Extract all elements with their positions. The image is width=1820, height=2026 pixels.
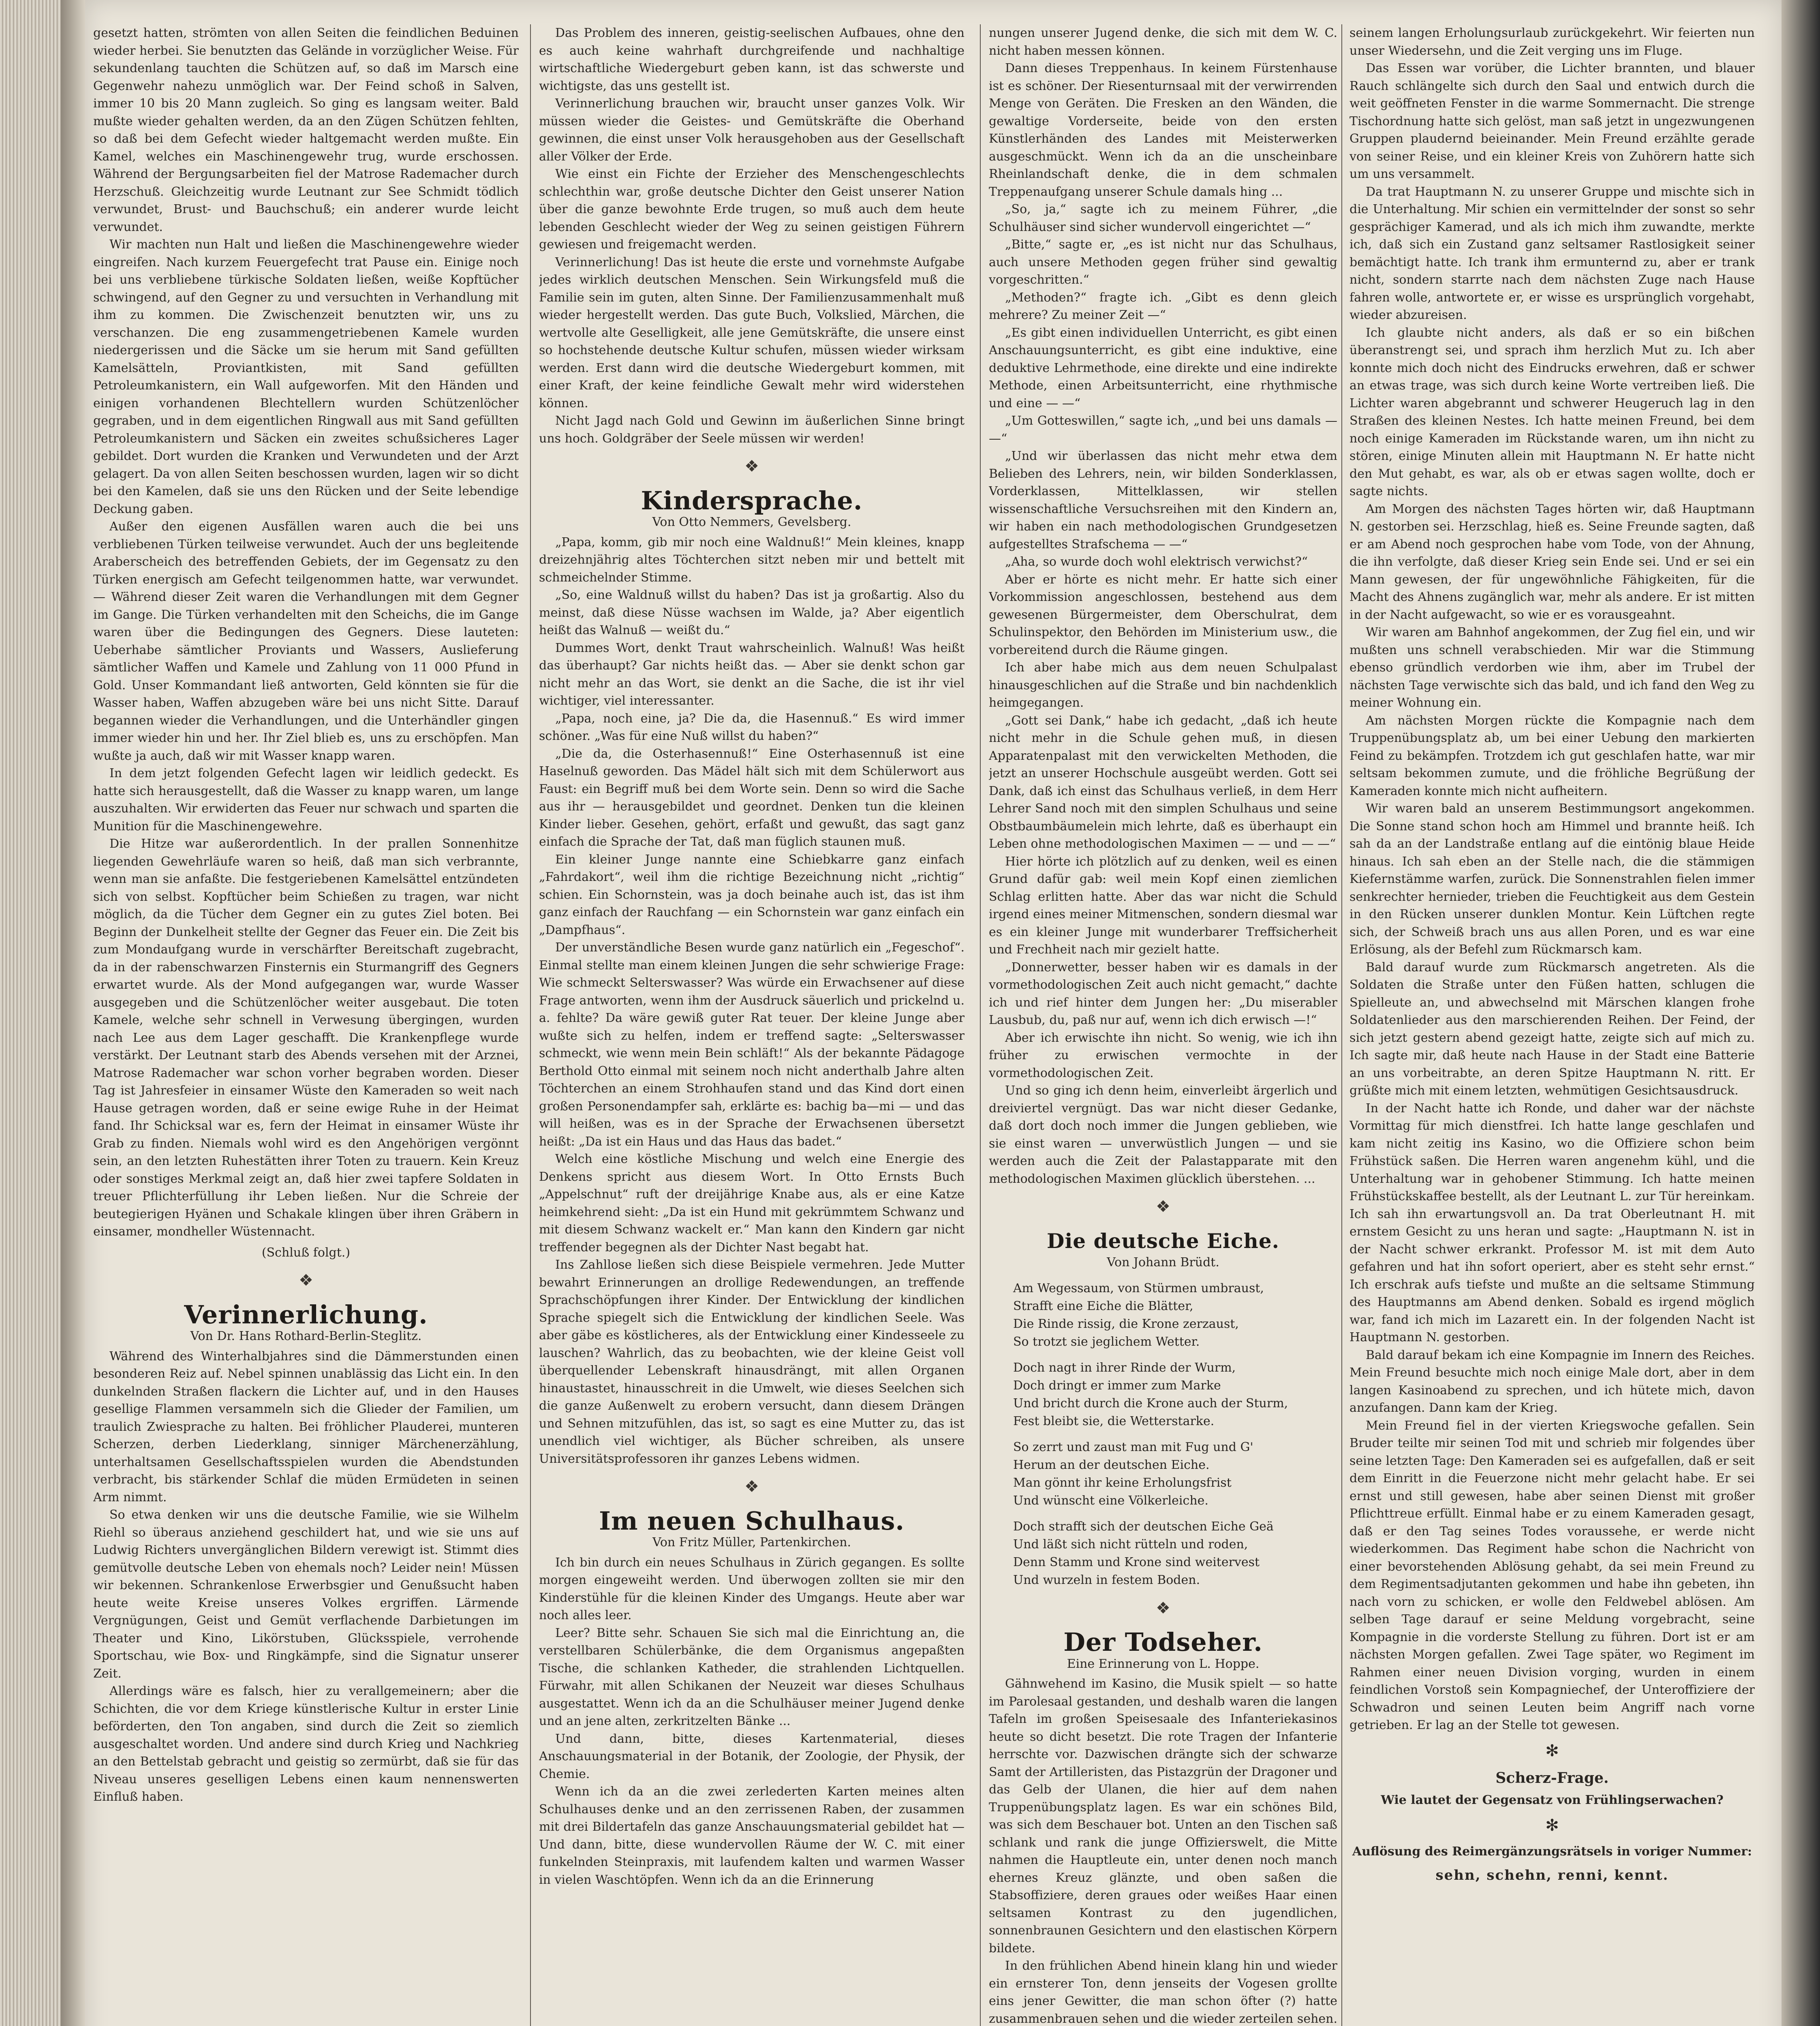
solution-text: sehn, schehn, renni, kennt. xyxy=(1435,1867,1669,1883)
column-rule xyxy=(1341,24,1342,2026)
paragraph: Der unverständliche Besen wurde ganz natürlich ein „Fegeschof“. Einmal stellte man einem kleinen Jungen die sehr schwierige Frage: Wie schmeckt Selterswasser? Was würde ein Erwachsener auf diese Frage antworten, wenn ihm der Ausdruck säuerlich und prickelnd u. a. fehlte? Da wäre gewiß guter Rat teuer. Der kleine Junge aber wußte sich zu helfen, indem er treffend sagte: „Selterswasser schmeckt, wie wenn mein Bein schläft!“ Als der bekannte Pädagoge Berthold Otto einmal mit seinem noch nicht anderthalb Jahre alten Töchterchen an einem Strohhaufen stand und das Kind dort einen großen Personendampfer sah, erklärte es: bachig ba—mi — und das will heißen, was es in der Sprache der Erwachsenen übersetzt heißt: „Da ist ein Haus und das Haus das badet.“ xyxy=(539,940,965,1149)
paragraph: So etwa denken wir uns die deutsche Familie, wie sie Wilhelm Riehl so überaus anziehend geschildert hat, und wie sie uns auf Ludwig Richters unvergänglichen Bildern verewigt ist. Stimmt dies gemütvolle deutsche Leben von ehemals noch? Leider nein! Müssen wir bekennen. Schrankenlose Erwerbsgier und Genußsucht haben heute weite Kreise unseres Volkes ergriffen. Lärmende Vergnügungen, Geist und Gemüt verflachende Darbietungen im Theater und Kino, Likörstuben, Glücksspiele, verrohende Sportschau, wie Box- und Ringkämpfe, sind die Signatur unserer Zeit. xyxy=(93,1508,519,1681)
ornament-icon: ❖ xyxy=(299,1271,313,1290)
column-2 xyxy=(539,24,965,2026)
paragraph: „Es gibt einen individuellen Unterricht, es gibt einen Anschauungsunterricht, es gibt eine induktive, eine deduktive Lehrmethode, eine direkte und eine indirekte Methode, einen Arbeitsunterricht, eine rhythmische und eine — —“ xyxy=(989,325,1337,410)
poem-line: Und wurzeln in festem Boden. xyxy=(1013,1573,1200,1587)
paragraph: „Donnerwetter, besser haben wir es damals in der vormethodologischen Zeit auch nicht gemacht,“ dachte ich und rief hinter dem Jungen her: „Du miserabler Lausbub, du, paß nur auf, wenn ich dich erwisch —!“ xyxy=(989,960,1337,1027)
continuation-note: (Schluß folgt.) xyxy=(261,1245,351,1260)
paragraph: Am Morgen des nächsten Tages hörten wir, daß Hauptmann N. gestorben sei. Herzschlag, hieß es. Seine Freunde sagten, daß er am Abend noch gesprochen habe vom Tode, von der Ahnung, die ihn verfolgte, daß dieser Krieg sein Ende sei. Und er sei ein Mann gewesen, der für ungewöhnliche Fähigkeiten, für die Macht des Ahnens zugänglich war, mehr als andere. Er ist mitten in der Nacht aufgewacht, so wie er es vorausgeahnt. xyxy=(1349,502,1755,622)
stanza-gap xyxy=(1013,1430,1337,1438)
poem-line: Doch nagt in ihrer Rinde der Wurm, xyxy=(1013,1360,1236,1375)
paragraph: nungen unserer Jugend denke, die sich mit dem W. C. nicht haben messen können. xyxy=(989,26,1337,58)
ornament-icon: ❖ xyxy=(1156,1599,1170,1618)
paragraph: „Um Gotteswillen,“ sagte ich, „und bei uns damals — —“ xyxy=(989,414,1337,446)
paragraph: Wir machten nun Halt und ließen die Maschinengewehre wieder eingreifen. Nach kurzem Feuergefecht trat Pause ein. Einige noch bei uns verbliebene türkische Soldaten ließen, weiße Kopftücher schwingend, auf den Gegner zu und versuchten in Verhandlung mit ihm zu kommen. Die Zwischenzeit benutzten wir, uns zu verschanzen. Die eng zusammengetriebenen Kamele wurden niedergerissen und die Säcke um sie herum mit Sand gefüllten Kamelsätteln, Proviantkisten, mit Sand gefüllten Petroleumkanistern, ein Wall aufgeworfen. Mit den Händen und einigen vorhandenen Blechtellern wurden Schützenlöcher gegraben, und in dem eigentlichen Ringwall aus mit Sand gefüllten Petroleumkanistern und Säcken ein zweites schußsicheres Lager gebildet. Dort wurden die Kranken und Verwundeten und der Arzt gelagert. Da von allen Seiten beschossen wurden, lagen wir so dicht bei den Kamelen, daß sie uns den Rücken und der Seite lebendige Deckung gaben. xyxy=(93,237,519,516)
paragraph: Ich bin durch ein neues Schulhaus in Zürich gegangen. Es sollte morgen eingeweiht werden. Und überwogen zollten sie mir den Kinderstühle für die kleinen Kinder des Umgangs. Heute aber war noch alles leer. xyxy=(539,1555,965,1622)
column-rule xyxy=(530,24,531,2026)
paragraph: Wir waren bald an unserem Bestimmungsort angekommen. Die Sonne stand schon hoch am Himmel und brannte heiß. Ich sah da an der Landstraße entlang auf die eintönig blaue Heide hinaus. Ich sah eben an der Stelle nach, die die stämmigen Kiefernstämme warfen, zurück. Die Sonnenstrahlen fielen immer senkrechter hernieder, trieben die Feuchtigkeit aus dem Gestein in den Rücken unserer dunklen Montur. Kein Lüftchen regte sich, der Schweiß brach uns aus allen Poren, und es war eine Erlösung, als der Befehl zum Rückmarsch kam. xyxy=(1349,801,1755,957)
asterisk-icon: ✻ xyxy=(1545,1816,1559,1835)
paragraph: Ich glaubte nicht anders, als daß er so ein bißchen überanstrengt sei, und sprach ihm herzlich Mut zu. Ich aber konnte mich doch nicht des Eindrucks erwehren, daß er schwer an etwas trage, was sich durch keine Worte vertreiben ließ. Die Lichter waren abgebrannt und schwerer Heugeruch lag in den Straßen des kleinen Nestes. Ich hatte meinen Freund, bei dem noch einige Kameraden im Rückstande waren, um ihn nicht zu stören, einige Minuten allein mit Hauptmann N. Er hatte nicht den Mut gehabt, es war, als ob er etwas sagen wollte, doch er sagte nichts. xyxy=(1349,325,1755,498)
paragraph: Wir waren am Bahnhof angekommen, der Zug fiel ein, und wir mußten uns schnell verabschieden. Mir war die Stimmung ebenso gründlich verdorben wie ihm, aber im Trubel der nächsten Tage verwischte sich das bald, und ich fand den Weg zu meiner Wohnung ein. xyxy=(1349,625,1755,710)
paragraph: „Gott sei Dank,“ habe ich gedacht, „daß ich heute nicht mehr in die Schule gehen muß, in diesen Apparatenpalast mit den verwickelten Methoden, die jetzt an unserer Hochschule ausgeübt werden. Gott sei Dank, daß ich einst das Schulhaus verließ, in dem Herr Lehrer Sand noch mit den simplen Schulhaus und seine Obstbaumbäumelein mich lehrte, daß es überhaupt ein Leben ohne methodologischen Maximen — — und — —“ xyxy=(989,713,1337,851)
paragraph: Wie einst ein Fichte der Erzieher des Menschengeschlechts schlechthin war, große deutsche Dichter den Geist unserer Nation über die ganze bewohnte Erde trugen, so muß auch dem heute lebenden Geschlecht wieder der Weg zu seinen geistigen Führern gewiesen und freigemacht werden. xyxy=(539,167,965,252)
paragraph: Hier hörte ich plötzlich auf zu denken, weil es einen Grund dafür gab: weil mein Kopf einen ziemlichen Schlag erlitten hatte. Aber das war nicht die Schuld irgend eines meiner Mitmenschen, sondern diesmal war es ein kleiner Junge mit wunderbarer Treffsicherheit und Frechheit nach mir gezielt hatte. xyxy=(989,854,1337,957)
poem-line: Herum an der deutschen Eiche. xyxy=(1013,1458,1210,1472)
riddle-title: Scherz-Frage. xyxy=(1495,1770,1609,1787)
article-title-todseher: Der Todseher. xyxy=(1063,1627,1263,1657)
paragraph: Das Essen war vorüber, die Lichter brannten, und blauer Rauch schlängelte sich durch den Saal und entwich durch die weit geöffneten Fenster in die warme Sommernacht. Die strenge Tischordnung hatte sich gelöst, man saß jetzt in ungezwungenen Gruppen plaudernd beieinander. Mein Freund erzählte gerade von seiner Reise, und ein kleiner Kreis von Zuhörern hatte sich um uns versammelt. xyxy=(1349,61,1755,181)
paragraph: „Methoden?“ fragte ich. „Gibt es denn gleich mehrere? Zu meiner Zeit —“ xyxy=(989,290,1337,322)
solution-title: Auflösung des Reimergänzungsrätsels in voriger Nummer: xyxy=(1352,1844,1752,1859)
paragraph: „So, eine Waldnuß willst du haben? Das ist ja großartig. Also du meinst, daß diese Nüsse wachsen im Walde, ja? Aber eigentlich heißt das Walnuß — weißt du.“ xyxy=(539,588,965,637)
paragraph: Gähnwehend im Kasino, die Musik spielt — so hatte im Parolesaal gestanden, und deshalb waren die langen Tafeln im großen Speisesaale des Infanteriekasinos heute so dicht besetzt. Die rote Tragen der Infanterie herrschte vor. Dazwischen drängte sich der schwarze Samt der Artilleristen, das Pistazgrün der Dragoner und das Gelb der Ulanen, die hier auf dem nahen Truppenübungsplatz lagen. Es war ein schönes Bild, was sich dem Beschauer bot. Unten an den Tischen saß schlank und rank die junge Offizierswelt, die Mitte nahmen die Hauptleute ein, unter denen noch manch ehernes Kreuz glänzte, und oben saßen die Stabsoffiziere, deren graues oder weißes Haar einen seltsamen Kontrast zu den jugendlichen, sonnenbraunen Gesichtern und den elastischen Körpern bildete. xyxy=(989,1677,1337,1955)
ornament-icon: ❖ xyxy=(744,1477,759,1496)
paragraph: Dummes Wort, denkt Traut wahrscheinlich. Walnuß! Was heißt das überhaupt? Gar nichts heißt das. — Aber sie denkt schon gar nicht mehr an das Wort, sie denkt an die Sache, die ist ihr viel wichtiger, viel interessanter. xyxy=(539,641,965,708)
article-byline: Von Otto Nemmers, Gevelsberg. xyxy=(652,515,851,529)
poem-line: So zerrt und zaust man mit Fug und G' xyxy=(1013,1440,1253,1454)
poem-line: Doch dringt er immer zum Marke xyxy=(1013,1378,1221,1393)
paragraph: Und dann, bitte, dieses Kartenmaterial, dieses Anschauungsmaterial in der Botanik, der Zoologie, der Physik, der Chemie. xyxy=(539,1731,965,1781)
paragraph: gesetzt hatten, strömten von allen Seiten die feindlichen Beduinen wieder herbei. Sie benutzten das Gelände in vorzüglicher Weise. Für sekundenlang tauchten die Schützen auf, so daß im Marsch eine Gegenwehr nahezu unmöglich war. Der Feind schoß in Salven, immer 10 bis 20 Mann zugleich. So ging es langsam weiter. Bald mußte wieder gehalten werden, da an den Zügen Schützen fehlten, so daß bei dem Gefecht wieder haltgemacht werden mußte. Ein Kamel, welches ein Maschinengewehr trug, wurde erschossen. Während der Bergungsarbeiten fiel der Matrose Rademacher durch Herzschuß. Gleichzeitig wurde Leutnant zur See Schmidt tödlich verwundet, Brust- und Bauchschuß; ein anderer wurde leicht verwundet. xyxy=(93,26,519,234)
poem-line: Am Wegessaum, von Stürmen umbraust, xyxy=(1013,1281,1264,1295)
paragraph: Bald darauf bekam ich eine Kompagnie im Innern des Reiches. Mein Freund besuchte mich noch einige Male dort, aber in dem langen Kasinoabend zu sprechen, und ich hütete mich, davon anzufangen. Dann kam der Krieg. xyxy=(1349,1348,1755,1415)
column-3 xyxy=(989,24,1337,2026)
paragraph: Nicht Jagd nach Gold und Gewinn im äußerlichen Sinne bringt uns hoch. Goldgräber der Seele müssen wir werden! xyxy=(539,414,965,446)
poem-line: Die Rinde rissig, die Krone zerzaust, xyxy=(1013,1316,1239,1331)
poem-line: Strafft eine Eiche die Blätter, xyxy=(1013,1299,1193,1313)
paragraph: Allerdings wäre es falsch, hier zu verallgemeinern; aber die Schichten, die vor dem Kriege künstlerische Kultur in erster Linie beförderten, den Ton angaben, sind durch die Zeit so ziemlich ausgeschaltet worden. Und andere sind durch Krieg und Nachkrieg an den Bettelstab gebracht und geistig so zermürbt, daß sie für das Niveau unseres geselligen Lebens einen kaum nennenswerten Einfluß haben. xyxy=(93,1684,519,1804)
paragraph: Da trat Hauptmann N. zu unserer Gruppe und mischte sich in die Unterhaltung. Mir schien ein vermittelnder der sonst so sehr gesprächiger Kamerad, und als ich mich ihm zuwandte, merkte ich, daß sich ein Zustand ganz seltsamer Rastlosigkeit seiner bemächtigt hatte. Ich trank ihm ermunternd zu, aber er trank nicht, sondern starrte nach dem nächsten Zuge nach Hause fahren wolle, antwortete er, er wisse es ursprünglich vorgehabt, wieder abzureisen. xyxy=(1349,184,1755,322)
paragraph: Ins Zahllose ließen sich diese Beispiele vermehren. Jede Mutter bewahrt Erinnerungen an drollige Redewendungen, an treffende Sprachschöpfungen ihrer Kinder. Der Entwicklung der kindlichen Sprache spiegelt sich die Entwicklung der kindlichen Seele. Was aber gäbe es köstlicheres, als der Entwicklung einer Kindesseele zu lauschen? Wahrlich, das zu beobachten, wie der kleine Geist voll überquellender Lebenskraft hinausdrängt, mit allen Organen hinaustastet, hinausschreit in die Umwelt, wie dieses Seelchen sich die ganze Außenwelt zu erobern versucht, dann diesem Drängen und Sehnen mitzufühlen, das ist, so sagt es eine Mutter zu, das ist unendlich viel wichtiger, als Bücher schreiben, als unsere Universitätsprofessoren ihr ganzes Lebens widmen. xyxy=(539,1258,965,1466)
paragraph: Ein kleiner Junge nannte eine Schiebkarre ganz einfach „Fahrdakort“, weil ihm die richtige Bezeichnung nicht „richtig“ schien. Ein Schornstein, was ja doch beinahe auch ist, das ist ihm ganz einfach der Rauchfang — ein Schornstein war ganz einfach ein „Dampfhaus“. xyxy=(539,852,965,937)
book-gutter xyxy=(61,0,85,2026)
paragraph: In der Nacht hatte ich Ronde, und daher war der nächste Vormittag für mich dienstfrei. Ich hatte lange geschlafen und kam nicht zeitig ins Kasino, wo die Offiziere schon beim Frühstück saßen. Die Herren waren angenehm kühl, und die Unterhaltung war in gehobener Stimmung. Ich hatte meinen Frühstückskaffee bestellt, als der Leutnant L. zur Tür hereinkam. Ich sah ihn erwartungsvoll an. Da trat Oberleutnant H. mit ernstem Gesicht zu uns heran und sagte: „Hauptmann N. ist in der Nacht schwer erkrankt. Professor M. ist mit dem Auto gefahren und hat ihn sofort operiert, aber es steht sehr ernst.“ Ich erschrak aufs tiefste und mußte an die seltsame Stimmung des Hauptmanns am Abend denken. Sobald es irgend möglich war, fand ich mich im Lazarett ein. In der folgenden Nacht ist Hauptmann N. gestorben. xyxy=(1349,1101,1755,1344)
paragraph: Und so ging ich denn heim, einverleibt ärgerlich und dreiviertel vergnügt. Das war nicht dieser Gedanke, daß dort doch noch immer die Jungen geblieben, wie sie einst waren — unverwüstlich Jungen — und sie werden auch die Zeit der Palastapparate mit den methodologischen Maximen glücklich überstehen. ... xyxy=(989,1084,1337,1186)
paragraph: Das Problem des inneren, geistig-seelischen Aufbaues, ohne den es auch keine wahrhaft durchgreifende und nachhaltige wirtschaftliche Wiedergeburt geben kann, ist das schwerste und wichtigste, das uns gestellt ist. xyxy=(539,26,965,93)
column-4 xyxy=(1349,24,1755,2026)
paragraph: In dem jetzt folgenden Gefecht lagen wir leidlich gedeckt. Es hatte sich herausgestellt, daß die Wasser zu knapp waren, um lange auszuhalten. Wir erwiderten das Feuer nur schwach und sparten die Munition für die Maschinengewehre. xyxy=(93,766,519,833)
paragraph: Ich aber habe mich aus dem neuen Schulpalast hinausgeschlichen auf die Straße und bin nachdenklich heimgegangen. xyxy=(989,660,1337,710)
paragraph: In den frühlichen Abend hinein klang hin und wieder ein ernsterer Ton, denn jenseits der Vogesen grollte eins jener Gewitter, die man schon öfter (?) hatte zusammenbrauen sehen und die wieder zerteilen sehen. xyxy=(989,1959,1337,2026)
book-page-edges xyxy=(0,0,61,2026)
paragraph: Mein Freund fiel in der vierten Kriegswoche gefallen. Sein Bruder teilte mir seinen Tod mit und schrieb mir folgendes über seine letzten Tage: Den Kameraden sei es aufgefallen, daß er seit dem Einritt in die Feuerzone nicht mehr gelacht habe. Er sei ernst und still gewesen, habe aber seinen Dienst mit großer Pflichttreue erfüllt. Einmal habe er zu einem Kameraden gesagt, daß er den Tag seines Todes voraussehe, er werde nicht wiederkommen. Das Regiment habe schon die Nachricht von einer bevorstehenden Ablösung gehabt, da sei mein Freund zu dem Regimentsadjutanten gekommen und habe ihn gebeten, ihn nach vorn zu schicken, er wolle den Feldwebel ablösen. Am selben Tage darauf er seine Meldung vorgebracht, seine Kompagnie in die vorderste Stellung zu führen. Dort ist er am nächsten Morgen gefallen. Zwei Tage später, wo Regiment im Rahmen einer neuen Division vorging, wurden in einem feindlichen Vorstoß sein Kompagniechef, der Unteroffiziere der Schwadron und seinen Leuten beim Angriff nach vorne getrieben. Er lag an der Stelle tot gewesen. xyxy=(1349,1418,1755,1732)
article-title-kindersprache: Kindersprache. xyxy=(641,485,863,515)
paragraph: Verinnerlichung! Das ist heute die erste und vornehmste Aufgabe jedes wirklich deutschen Menschen. Sein Wirkungsfeld muß die Familie sein im guten, alten Sinne. Der Familienzusammenhalt muß wieder hergestellt werden. Das gute Buch, Volkslied, Märchen, die wertvolle alte Geselligkeit, alle jene Gemütskräfte, die unsere einst so hochstehende deutsche Kultur schufen, müssen wieder wirksam werden. Erst dann wird die deutsche Wiedergeburt kommen, mit einer Kraft, der keine feindliche Gewalt mehr wird widerstehen können. xyxy=(539,255,965,410)
paragraph: Dann dieses Treppenhaus. In keinem Fürstenhause ist es schöner. Der Riesenturnsaal mit der verwirrenden Menge von Geräten. Die Fresken an den Wänden, die gewaltige Vorderseite, beide von den ersten Künstlerhänden des Landes mit Meisterwerken ausgeschmückt. Wenn ich da an die unscheinbare Rheinlandschaft denke, die in dem schmalen Treppenaufgang unserer Schule damals hing ... xyxy=(989,61,1337,199)
poem-byline: Von Johann Brüdt. xyxy=(1107,1255,1219,1269)
paragraph: seinem langen Erholungsurlaub zurückgekehrt. Wir feierten nun unser Wiedersehn, und die Zeit verging uns im Fluge. xyxy=(1349,26,1755,58)
paragraph: Wenn ich da an die zwei zerlederten Karten meines alten Schulhauses denke und an den zerrissenen Raben, der zusammen mit drei Bildertafeln das ganze Anschauungsmaterial gebildet hat — Und dann, bitte, diese wundervollen Räume der W. C. mit einer funkelnden Steinpraxis, mit laufendem kalten und warmen Wasser in vielen Waschtöpfen. Wenn ich da an die Erinnerung xyxy=(539,1785,965,1887)
article-byline: Von Fritz Müller, Partenkirchen. xyxy=(652,1535,851,1549)
paragraph: Welch eine köstliche Mischung und welch eine Energie des Denkens spricht aus diesem Wort. In Otto Ernsts Buch „Appelschnut“ ruft der dreijährige Knabe aus, als er eine Katze heimkehrend sieht: „Da ist ein Hund mit gekrümmtem Schwanz und mit diesem Schwanz wackelt er.“ Man kann den Kindern gar nicht treffender begegnen als der Dichter Nast begabt hat. xyxy=(539,1152,965,1254)
article-byline: Von Dr. Hans Rothard-Berlin-Steglitz. xyxy=(190,1329,422,1343)
page-right-edge xyxy=(1782,0,1820,2026)
article-byline: Eine Erinnerung von L. Hoppe. xyxy=(1067,1656,1260,1671)
poem-line: Und wünscht eine Völkerleiche. xyxy=(1013,1493,1208,1508)
poem-line: So trotzt sie jeglichem Wetter. xyxy=(1013,1334,1200,1349)
paragraph: Aber ich erwischte ihn nicht. So wenig, wie ich ihn früher zu erwischen vermochte in der vormethodologischen Zeit. xyxy=(989,1030,1337,1080)
column-rule xyxy=(980,24,981,2026)
poem-line: Und läßt sich nicht rütteln und roden, xyxy=(1013,1537,1248,1552)
paragraph: „Die da, die Osterhasennuß!“ Eine Osterhasennuß ist eine Haselnuß geworden. Das Mädel hält sich mit dem Schülerwort aus Faust: ein Begriff muß bei dem Worte sein. Denn so wird die Sache aus ihr — herausgebildet und geordnet. Denken tun die kleinen Kinder lieber. Gesehen, gehört, erfaßt und gewußt, das sagt ganz einfach die Sprache der Tat, daß man füglich staunen muß. xyxy=(539,746,965,849)
article-title-schulhaus: Im neuen Schulhaus. xyxy=(599,1506,905,1536)
stanza-gap xyxy=(1013,1351,1337,1359)
paragraph: Leer? Bitte sehr. Schauen Sie sich mal die Einrichtung an, die verstellbaren Schülerbänke, die dem Organismus angepaßten Tische, die schlanken Katheder, die strahlenden Lichtquellen. Fürwahr, mit allen Schikanen der Neuzeit war dieses Schulhaus ausgestattet. Wenn ich da an die Schulhäuser meiner Jugend denke und an jene alten, zerkritzelten Bänke ... xyxy=(539,1626,965,1728)
poem-title-eiche: Die deutsche Eiche. xyxy=(1046,1229,1280,1253)
paragraph: Am nächsten Morgen rückte die Kompagnie nach dem Truppenübungsplatz ab, um bei einer Uebung den markierten Feind zu bekämpfen. Trotzdem ich gut geschlafen hatte, war mir seltsam bekommen zumute, und die fröhliche Begrüßung der Kameraden konnte mich nicht aufheitern. xyxy=(1349,713,1755,798)
article-title-verinnerlichung: Verinnerlichung. xyxy=(184,1299,428,1329)
poem-line: Und bricht durch die Krone auch der Sturm, xyxy=(1013,1396,1288,1411)
column-1 xyxy=(93,24,519,2026)
paragraph: Aber er hörte es nicht mehr. Er hatte sich einer Vorkommission angeschlossen, bestehend aus dem gewesenen Bürgermeister, dem Oberschulrat, dem Schulinspektor, den Behörden im Ministerium usw., die vorbereitend durch die Räume gingen. xyxy=(989,572,1337,657)
poem-line: Doch strafft sich der deutschen Eiche Geä xyxy=(1013,1519,1274,1534)
paragraph: Bald darauf wurde zum Rückmarsch angetreten. Als die Soldaten die Straße unter den Füßen hatten, schlugen die Spielleute an, und abwechselnd mit Märschen klangen frohe Soldatenlieder aus den marschierenden Reihen. Der Feind, der sich jetzt gestern abend gezeigt hatte, zeigte sich auf mich zu. Ich sagte mir, daß heute nach Hause in der Stadt eine Batterie an uns vorbeitrabte, an deren Spitze Hauptmann N. ritt. Er grüßte mich mit einem letzten, wehmütigen Gesichtsausdruck. xyxy=(1349,960,1755,1098)
poem xyxy=(1013,1280,1337,1589)
stanza-gap xyxy=(1013,1510,1337,1518)
paragraph: Die Hitze war außerordentlich. In der prallen Sonnenhitze liegenden Gewehrläufe waren so heiß, daß man sich verbrannte, wenn man sie anfaßte. Die festgeriebenen Kamelsättel entzündeten sich von selbst. Kopftücher beim Schießen zu tragen, war nicht möglich, da die Tücher dem Gegner ein zu gutes Ziel boten. Bei Beginn der Dunkelheit stellte der Gegner das Feuer ein. Die Zeit bis zum Mondaufgang wurde in verschärfter Bereitschaft zugebracht, da in der rabenschwarzen Finsternis ein Sturmangriff des Gegners erwartet wurde. Als der Mond aufgegangen war, wurde Wasser ausgegeben und die Schützenlöcher weiter ausgebaut. Die toten Kamele, welche sehr schnell in Verwesung übergingen, wurden nach Lee aus dem Lager geschafft. Die Krankenpflege wurde verstärkt. Der Leutnant starb des Abends versehen mit der Arznei, Matrose Rademacher war schon vorher begraben worden. Dieser Tag ist Jahresfeier in einsamer Wüste den Kameraden so weit nach Hause getragen worden, daß er seine ewige Ruhe in der Heimat fand. Ihr Schicksal war es, fern der Heimat in einsamer Wüste ihr Grab zu finden. Niemals wohl wird es den Angehörigen vergönnt sein, an den letzten Ruhestätten ihrer Toten zu trauern. Kein Kreuz oder sonstiges Merkmal zeigt an, daß hier zwei tapfere Soldaten in treuer Pflichterfüllung ihr Leben ließen. Nur die Schreie der beutegierigen Hyänen und Schakale klingen über ihren Gräbern in einsamer, mondheller Wüstennacht. xyxy=(93,837,519,1239)
paragraph: „Bitte,“ sagte er, „es ist nicht nur das Schulhaus, auch unsere Methoden gegen früher sind gewaltig vorgeschritten.“ xyxy=(989,237,1337,287)
paragraph: „Papa, komm, gib mir noch eine Waldnuß!“ Mein kleines, knapp dreizehnjährig altes Töchterchen sitzt neben mir und bettelt mit schmeichelnder Stimme. xyxy=(539,535,965,585)
paragraph: „So, ja,“ sagte ich zu meinem Führer, „die Schulhäuser sind sicher wundervoll eingerichtet —“ xyxy=(989,202,1337,234)
riddle-question: Wie lautet der Gegensatz von Frühlingserwachen? xyxy=(1381,1793,1724,1807)
asterisk-icon: ✻ xyxy=(1545,1741,1559,1760)
paragraph: „Aha, so wurde doch wohl elektrisch verwichst?“ xyxy=(1005,555,1308,569)
paragraph: „Papa, noch eine, ja? Die da, die Hasennuß.“ Es wird immer schöner. „Was für eine Nuß willst du haben?“ xyxy=(539,711,965,743)
paragraph: „Und wir überlassen das nicht mehr etwa dem Belieben des Lehrers, nein, wir bilden Sonderklassen, Vorderklassen, Mittelklassen, wir stellen wissenschaftliche Versuchsreihen mit den Kindern an, wir haben ein nach methodologischen Grundgesetzen aufgestelltes Strafschema — —“ xyxy=(989,449,1337,551)
paragraph: Außer den eigenen Ausfällen waren auch die bei uns verbliebenen Türken teilweise verwundet. Auch der uns begleitende Araberscheich des betreffenden Gebiets, der im Gegensatz zu den Türken energisch am Gefecht teilgenommen hatte, war verwundet. — Während dieser Zeit waren die Verhandlungen mit dem Gegner im Gange. Die Türken verhandelten mit den Scheichs, die im Gange waren über die Bedingungen des Gegners. Diese lauteten: Ueberhabe sämtlicher Proviants und Wassers, Auslieferung sämtlicher Waffen und Kamele und Zahlung von 11 000 Pfund in Gold. Unser Kommandant ließ antworten, Geld könnten sie für die Wasser haben, Waffen abzugeben wäre bei uns nicht Sitte. Darauf begannen wieder die Verhandlungen, und die Unterhändler gingen immer wieder hin und her. Ihr Ziel blieb es, uns zu erschöpfen. Man wußte ja auch, daß wir mit Wasser knapp waren. xyxy=(93,519,519,763)
poem-line: Man gönnt ihr keine Erholungsfrist xyxy=(1013,1475,1232,1490)
paragraph: Verinnerlichung brauchen wir, braucht unser ganzes Volk. Wir müssen wieder die Geistes- und Gemütskräfte die Oberhand gewinnen, die einst unser Volk herausgehoben aus der Gesellschaft aller Völker der Erde. xyxy=(539,96,965,164)
poem-line: Denn Stamm und Krone sind weitervest xyxy=(1013,1555,1260,1569)
paragraph: Während des Winterhalbjahres sind die Dämmerstunden einen besonderen Reiz auf. Nebel spinnen unablässig das Licht ein. In den dunkelnden Straßen flackern die Lichter auf, und in den Hauses gesellige Flammen versammeln sich die Glieder der Familien, um traulich Zwiesprache zu halten. Bei fröhlicher Plauderei, munteren Scherzen, derben Liederklang, sinniger Märchenerzählung, unterhaltsamen Gesellschaftsspielen wurden die Abendstunden verbracht, bis stärkender Schlaf die müden Ermüdeten in seinen Arm nimmt. xyxy=(93,1349,519,1505)
poem-line: Fest bleibt sie, die Wetterstarke. xyxy=(1013,1414,1215,1428)
ornament-icon: ❖ xyxy=(1156,1197,1170,1216)
ornament-icon: ❖ xyxy=(744,457,759,476)
